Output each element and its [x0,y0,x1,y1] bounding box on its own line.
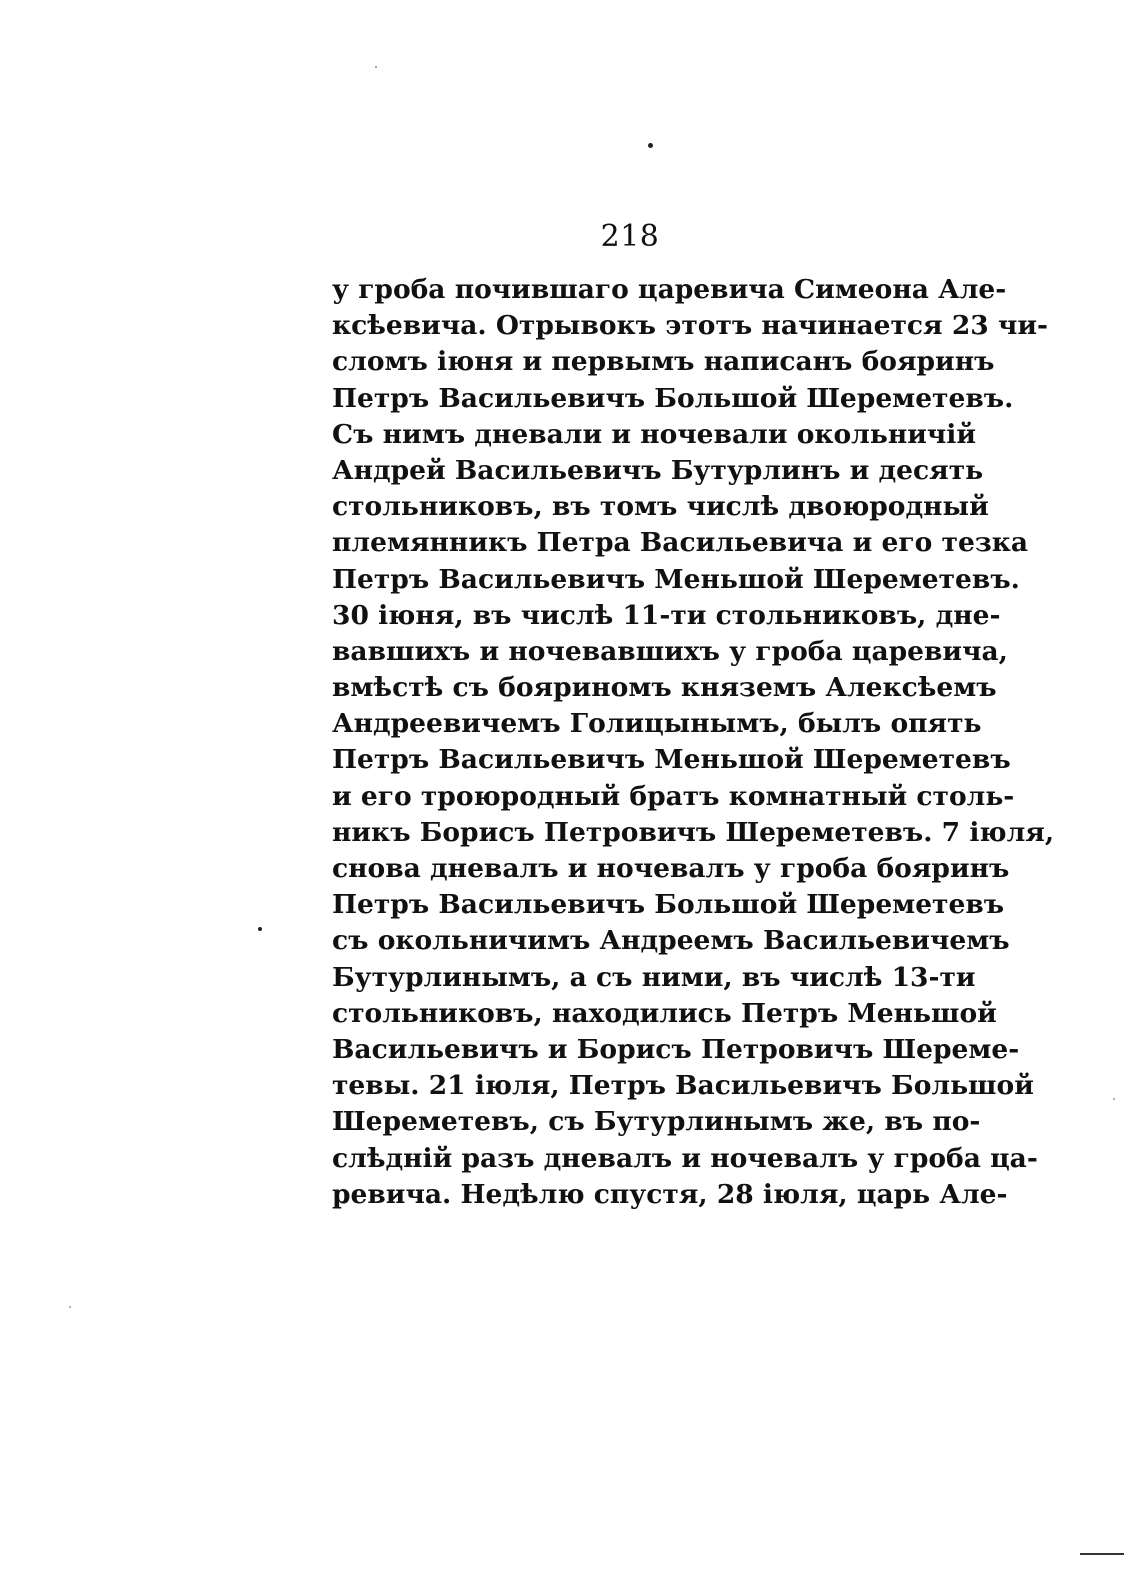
text-line: сломъ іюня и первымъ написанъ бояринъ [332,346,995,378]
page-number: 218 [600,219,660,254]
scan-mark [1080,1553,1124,1555]
text-line: ревича. Недѣлю спустя, 28 іюля, царь Але- [332,1178,1008,1210]
text-line: и его троюродный братъ комнатный столь- [332,780,1015,812]
text-line: Шереметевъ, съ Бутурлинымъ же, въ по- [332,1106,981,1138]
text-line: Васильевичъ и Борисъ Петровичъ Шереме- [332,1033,1020,1065]
scan-speck [648,143,653,148]
text-line: стольниковъ, находились Петръ Меньшой [332,997,997,1029]
text-line: Андрей Васильевичъ Бутурлинъ и десять [332,454,984,486]
scan-speck [375,66,377,68]
text-line: Съ нимъ дневали и ночевали окольничій [332,418,977,450]
text-line: Петръ Васильевичъ Меньшой Шереметевъ [332,744,1011,776]
text-line: Петръ Васильевичъ Большой Шереметевъ [332,889,1005,921]
text-line: съ окольничимъ Андреемъ Васильевичемъ [332,925,1010,957]
text-line: стольниковъ, въ томъ числѣ двоюродный [332,491,989,523]
text-line: вавшихъ и ночевавшихъ у гроба царевича, [332,635,1008,667]
text-line: племянникъ Петра Васильевича и его тезка [332,527,1029,559]
text-line: никъ Борисъ Петровичъ Шереметевъ. 7 іюля, [332,816,1055,848]
scan-speck [1113,1098,1115,1100]
text-line: снова дневалъ и ночевалъ у гроба бояринъ [332,853,1010,884]
text-line: слѣдній разъ дневалъ и ночевалъ у гроба ца- [332,1142,1038,1174]
scan-speck [69,1306,71,1308]
text-line: 30 іюня, въ числѣ 11-ти стольниковъ, дне- [332,599,1001,631]
body-text [332,272,1055,1213]
scan-speck [258,927,262,931]
text-line: Бутурлинымъ, а съ ними, въ числѣ 13-ти [332,961,976,993]
text-line: тевы. 21 іюля, Петръ Васильевичъ Большой [332,1070,1034,1102]
text-line: вмѣстѣ съ бояриномъ княземъ Алексѣемъ [332,672,997,704]
text-line: Петръ Васильевичъ Меньшой Шереметевъ. [332,563,1020,595]
text-line: у гроба почившаго царевича Симеона Але- [332,274,1007,305]
text-line: Андреевичемъ Голицынымъ, былъ опять [332,708,982,740]
text-line: Петръ Васильевичъ Большой Шереметевъ. [332,382,1014,414]
text-line: ксѣевича. Отрывокъ этотъ начинается 23 чи- [332,310,1048,342]
